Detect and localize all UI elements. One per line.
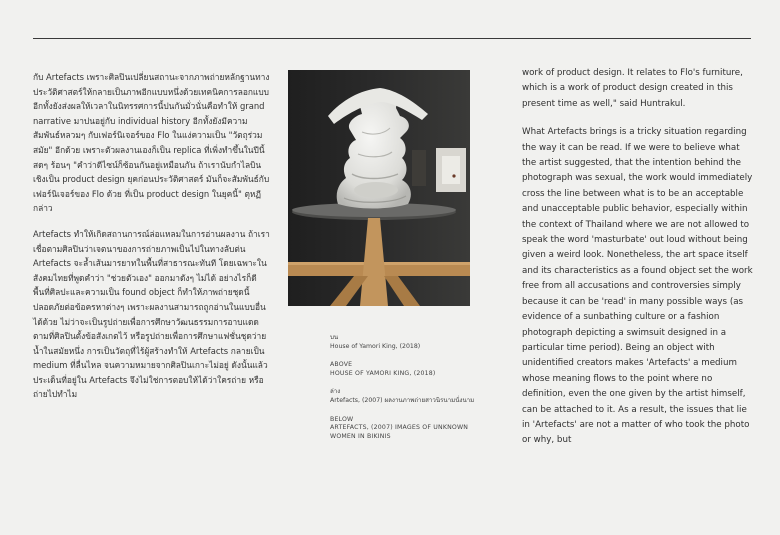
caption-label: BELOW: [330, 415, 354, 423]
caption-text: HOUSE OF YAMORI KING, (2018): [330, 369, 436, 377]
photo-captions: [330, 334, 480, 451]
caption-below-english: [330, 416, 480, 442]
english-paragraph-2: What Artefacts brings is a tricky situation regarding the way it can be read. If we were to believe what the artist suggested, that the intention behind the photograph was sexual, the work would immediately cross the line between what is to be an acceptable and unacceptable public behavior, especially within the context of Thailand where we are not allowed to speak the word 'masturbate' out loud without being given a weird look. Nonetheless, the art space itself and its characteristics as a found object set the work free from all accusations and controversies simply because it can be 'read' in many possible ways (as evidence of a sunbathing culture or a fashion photograph depicting a swimsuit designed in a particular time period). Being an object with unidentified creators makes 'Artefacts' a medium whose meaning flows to the point where no definition, even the one given by the artist himself, can be attached to it. As a result, the issues that lie in 'Artefacts' are not a matter of who took the photo or why, but: [522, 127, 753, 446]
caption-above-english: [330, 361, 480, 378]
caption-above-thai: [330, 334, 480, 351]
caption-text: ARTEFACTS, (2007) IMAGES OF UNKNOWN WOMEN IN BIKINIS: [330, 424, 469, 440]
caption-text: House of Yamori King, (2018): [330, 342, 421, 350]
english-paragraph-1: work of product design. It relates to Flo's furniture, which is a work of product design created in this present time as well," said Huntrakul.: [522, 68, 743, 109]
thai-paragraph-1: กับ Artefacts เพราะศิลปินเปลี่ยนสถานะจากภาพถ่ายหลักฐานทางประวัติศาสตร์ให้กลายเป็นภาพอีกแบบหนึ่งด้วยเทคนิคการลอกแบบ อีกทั้งยังส่งผลให้เวลาในนิทรรศการนี้ปนกันมั่วนั่นคือทำให้ grand narrative มาปนอยู่กับ individual history อีกทั้งยังมีความสัมพันธ์หลวมๆ กับเฟอร์นิเจอร์ของ Flo ในแง่ความเป็น "วัตถุร่วมสมัย" อีกด้วย เพราะตัวผลงานเองก็เป็น replica ที่เพิ่งทำขึ้นในปีนี้สดๆ ร้อนๆ "คำว่าดีไซน์ก็ซ้อนกันอยู่เหมือนกัน ถ้าเรานับกำไลบินเชิงเป็น product design ยุคก่อนประวัติศาสตร์ มันก็จะสัมพันธ์กับเฟอร์นิเจอร์ของ Flo ด้วย ที่เป็น product design ในยุคนี้" ตุหฏีกล่าว: [33, 72, 270, 214]
sculpture-photo: [288, 70, 470, 306]
english-text-column: [522, 66, 756, 462]
caption-text: Artefacts, (2007) ผลงานภาพถ่ายสาวนิรนามนั่งนาม: [330, 396, 475, 404]
thai-paragraph-2: Artefacts ทำให้เกิดสถานการณ์ล่อแหลมในการอ่านผลงาน ถ้าเราเชื่อตามศิลปินว่าเจตนาของการถ่ายภาพเป็นไปในทางลับต่น Artefacts จะล้ำเส้นมารยาทในพื้นที่สาธารณะทันที โดยเฉพาะในสังคมไทยที่พูดคำว่า "ช่วยตัวเอง" ออกมาดังๆ ไม่ได้ อย่างไรก็ดีพื้นที่ศิลปะและความเป็น found object ก็ทำให้ภาพถ่ายชุดนี้ปลอดภัยต่อข้อครหาต่างๆ เพราะผลงานสามารถถูกอ่านในแบบอื่นได้ด้วย ไม่ว่าจะเป็นรูปถ่ายเพื่อการศึกษาวัฒนธรรมการอาบแดดตามที่ศิลปินตั้งข้อสังเกตไว้ หรือรูปถ่ายเพื่อการศึกษาแฟชั่นชุดว่ายน้ำในสมัยหนึ่ง การเป็นวัตถุที่ไร้ผู้สร้างทำให้ Artefacts กลายเป็น medium ที่ลื่นไหล จนความหมายจากศิลปินเกาะไม่อยู่ ดังนั้นแล้ว ประเด็นที่อยู่ใน Artefacts จึงไม่ใช่การตอบให้ได้ว่าใครถ่าย หรือถ่ายไปทำไม: [33, 228, 270, 400]
caption-label: ล่าง: [330, 388, 341, 396]
caption-label: บน: [330, 334, 339, 341]
caption-label: ABOVE: [330, 361, 353, 369]
thai-text-column: [33, 70, 271, 413]
caption-below-thai: [330, 388, 480, 405]
top-rule: [33, 38, 751, 39]
